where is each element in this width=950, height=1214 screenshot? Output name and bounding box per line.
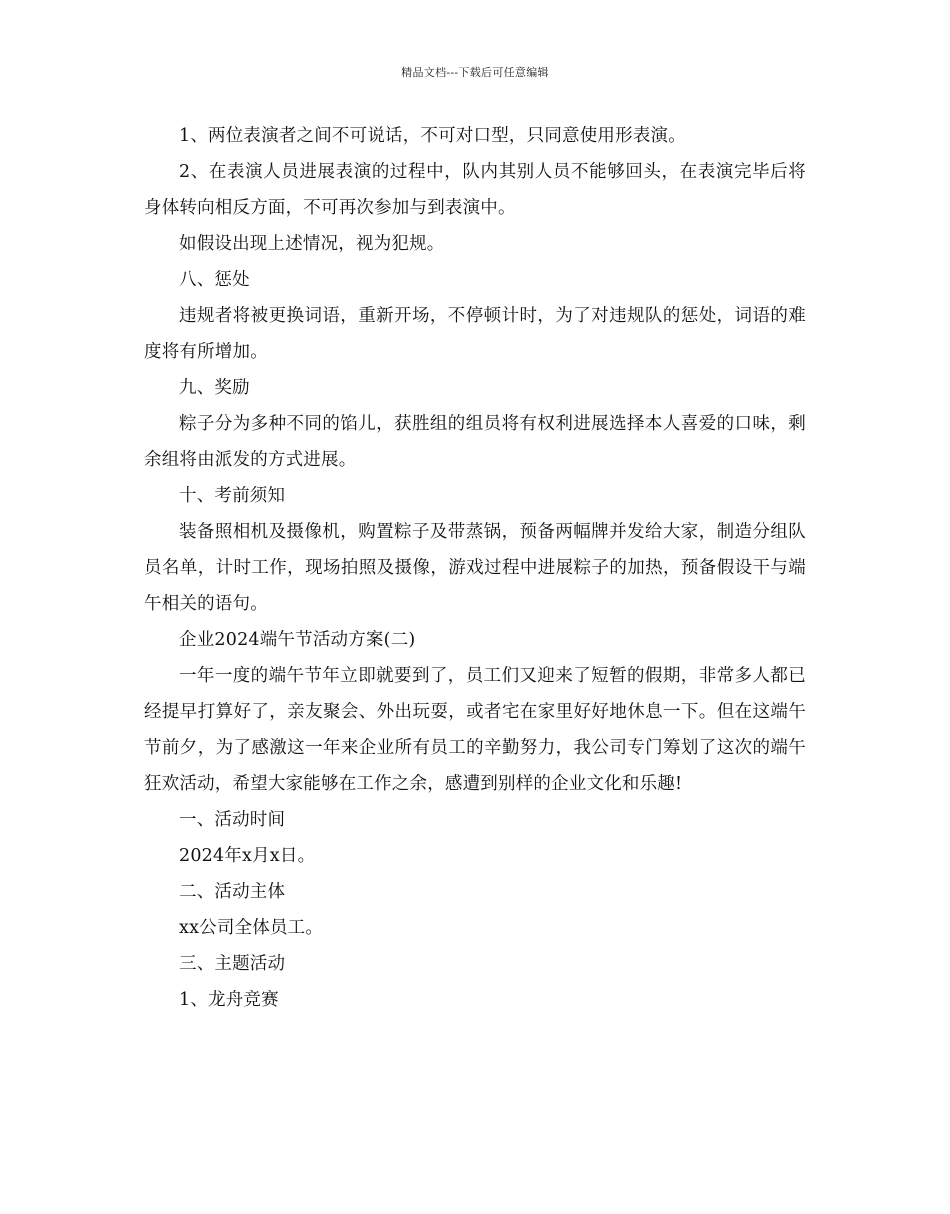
paragraph-reward: 粽子分为多种不同的馅儿，获胜组的组员将有权利进展选择本人喜爱的口味，剩余组将由派发的方式进展。 (144, 414, 806, 470)
paragraph-rule-2: 2、在表演人员进展表演的过程中，队内其别人员不能够回头，在表演完毕后将身体转向相反方面，不可再次参加与到表演中。 (144, 162, 806, 218)
section-heading-penalty: 八、惩处 (179, 270, 250, 290)
section-heading-reward: 九、奖励 (179, 378, 250, 398)
paragraph-notes: 装备照相机及摄像机，购置粽子及带蒸锅，预备两幅牌并发给大家，制造分组队员名单，计时工作，现场拍照及摄像，游戏过程中进展粽子的加热，预备假设干与端午相关的语句。 (144, 522, 806, 614)
section-heading-subject: 二、活动主体 (179, 882, 286, 902)
page-header: 精品文档---下载后可任意编辑 (401, 66, 549, 79)
plan-title-two: 企业2024端午节活动方案(二) (179, 630, 416, 650)
section-heading-activities: 三、主题活动 (179, 954, 286, 974)
paragraph-violation-note: 如假设出现上述情况，视为犯规。 (179, 234, 445, 254)
paragraph-rule-1: 1、两位表演者之间不可说话，不可对口型，只同意使用形表演。 (179, 126, 686, 146)
paragraph-penalty: 违规者将被更换词语，重新开场，不停顿计时，为了对违规队的惩处，词语的难度将有所增加。 (144, 306, 806, 362)
section-heading-time: 一、活动时间 (179, 810, 286, 830)
paragraph-intro: 一年一度的端午节年立即就要到了，员工们又迎来了短暂的假期，非常多人都已经提早打算好了，亲友聚会、外出玩耍，或者宅在家里好好地休息一下。但在这端午节前夕，为了感激这一年来企业所有员工的辛勤努力，我公司专门筹划了这次的端午狂欢活动，希望大家能够在工作之余，感遭到别样的企业文化和乐趣! (144, 666, 806, 794)
paragraph-subject: xx公司全体员工。 (179, 918, 324, 938)
paragraph-time: 2024年x月x日。 (179, 846, 316, 866)
list-item-dragon-boat: 1、龙舟竞赛 (179, 990, 279, 1010)
section-heading-notes: 十、考前须知 (179, 486, 286, 506)
document-body (144, 118, 806, 1018)
